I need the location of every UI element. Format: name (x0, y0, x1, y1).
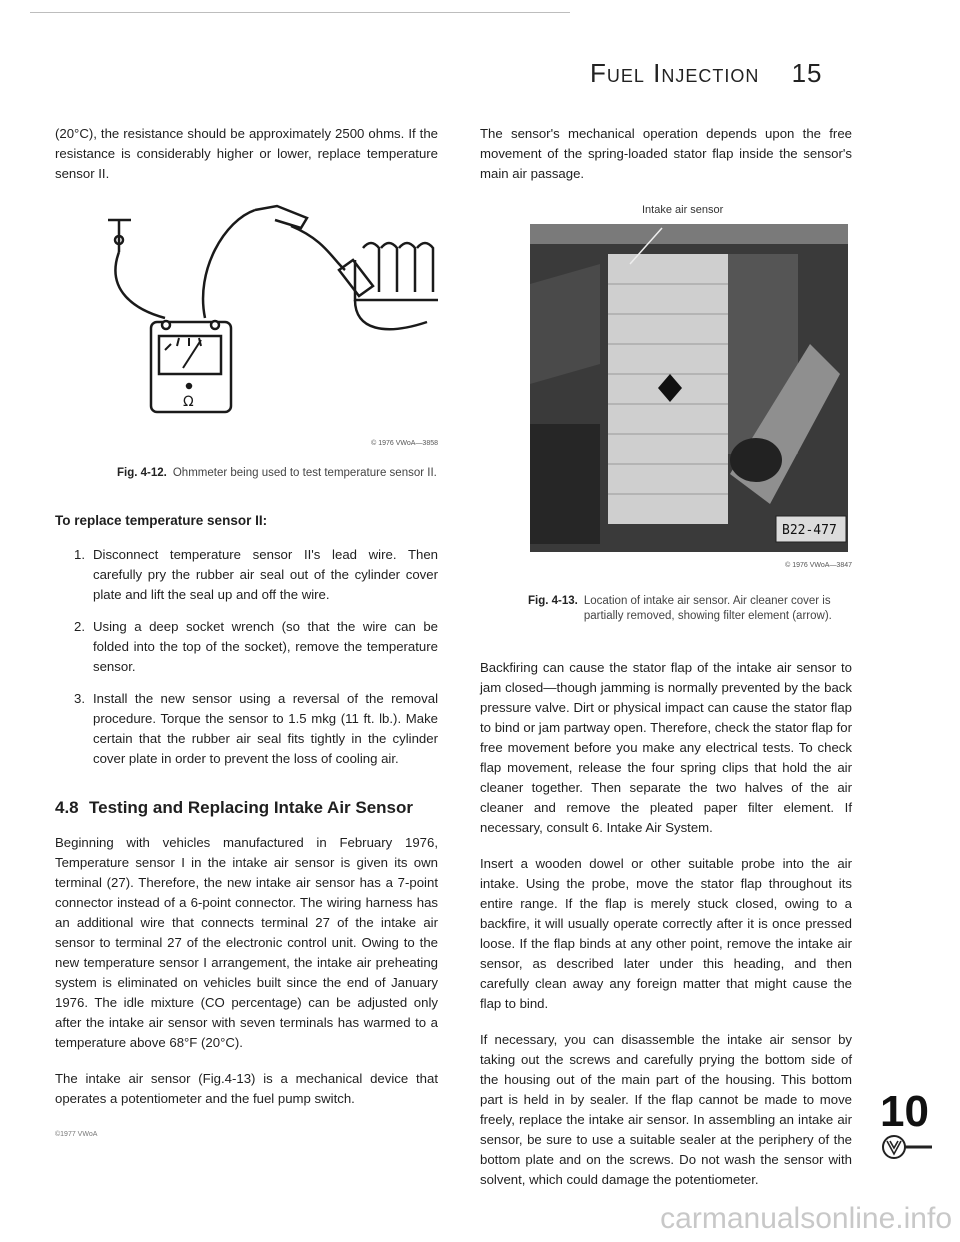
figure-4-13 (480, 200, 852, 624)
page-header (590, 58, 823, 89)
engine-photo (530, 224, 848, 552)
list-item (55, 617, 438, 677)
body-paragraph: If necessary, you can disassemble the intake air sensor by taking out the screws and carefully prying the bottom side of the housing out of the main part of the housing. This bottom part is held in by sealer. If the flap cannot be made to move freely, replace the intake air sensor. In assembling an intake air sensor, be sure to use a suitable sealer at the periphery of the bottom plate and on the screws. Do not wash the sensor with solvent, which could damage the potentiometer. (480, 1032, 852, 1187)
figure-caption (528, 594, 852, 624)
section-number: 4.8 (55, 798, 79, 817)
list-item (55, 689, 438, 769)
intro-paragraph: The sensor's mechanical operation depends upon the free movement of the spring-loaded stator flap inside the sensor's main air passage. (480, 126, 852, 181)
body-paragraph: The intake air sensor (Fig.4-13) is a mechanical device that operates a potentiometer and the fuel pump switch. (55, 1071, 438, 1106)
footer-credit: ©1977 VWoA (55, 1131, 98, 1138)
step-number: 2. (74, 619, 85, 634)
caption-text: Location of intake air sensor. Air cleaner cover is partially removed, showing filter element (arrow). (583, 595, 832, 622)
figure-credit: © 1976 VWoA—3847 (785, 562, 852, 569)
caption-text: Ohmmeter being used to test temperature sensor II. (172, 467, 437, 479)
section-title: Testing and Replacing Intake Air Sensor (89, 798, 414, 817)
list-item (55, 545, 438, 605)
body-paragraph: Beginning with vehicles manufactured in February 1976, Temperature sensor I in the intake air sensor is given its own terminal (27). Therefore, the new intake air sensor has a 7-point connector instead of a 6-point connector. The wiring harness has an additional wire that connects terminal 27 of the intake air sensor to terminal 27 of the electronic control unit. Owing to the new temperature sensor I arrangement, the intake air preheating system is eliminated on vehicles built since the end of January 1976. The idle mixture (CO percentage) can be adjusted only after the intake air sensor with seven terminals has warmed to a temperature above 68°F (20°C). (55, 835, 438, 1050)
step-number: 1. (74, 547, 85, 562)
scan-artifact-line (30, 12, 570, 13)
vw-logo-icon (880, 1134, 934, 1160)
step-number: 3. (74, 691, 85, 706)
chapter-title: Fuel Injection (590, 58, 760, 88)
chapter-tab (880, 1087, 940, 1165)
svg-text:Ω: Ω (183, 394, 194, 410)
body-paragraph: Insert a wooden dowel or other suitable probe into the air intake. Using the probe, move the stator flap throughout its entire range. If the flap is merely stuck closed, owing to a backfire, it will usually operate correctly after it is once pressed loose. If the flap binds at any other point, remove the intake air sensor, as described later under this heading, and then carefully clean away any foreign matter that might cause the flap to bind. (480, 856, 852, 1011)
body-paragraph: Backfiring can cause the stator flap of the intake air sensor to jam closed—though jamming is normally prevented by the back pressure valve. Dirt or physical impact can cause the stator flap to bind or jam partway open. Therefore, check the stator flap for free movement before you make any electrical tests. To check flap movement, release the four spring clips that hold the air cleaner together. Then separate the two halves of the air cleaner and remove the pleated paper filter element. If necessary, consult 6. Intake Air System. (480, 660, 852, 835)
caption-label: Fig. 4-13. (528, 595, 578, 607)
engine-photo-graphic (530, 224, 848, 552)
page-number: 15 (791, 58, 823, 88)
figure-4-12 (55, 200, 438, 481)
photo-stamp: B22-477 (782, 523, 837, 538)
right-column (480, 124, 852, 1206)
step-text: Disconnect temperature sensor II's lead wire. Then carefully pry the rubber air seal out of the cylinder cover plate and lift the seal up and off the wire. (93, 547, 438, 602)
procedure-heading: To replace temperature sensor II: (55, 513, 268, 528)
watermark: carmanualsonline.info (660, 1202, 952, 1235)
step-text: Install the new sensor using a reversal of the removal procedure. Torque the sensor to 1.5 mkg (11 ft. lb.). Make certain that the rubber air seal fits tightly in the cylinder cover plate in order to prevent the loss of cooling air. (93, 691, 438, 766)
photo-callout-label: Intake air sensor (642, 204, 724, 216)
figure-credit: © 1976 VWoA—3858 (371, 440, 438, 447)
caption-label: Fig. 4-12. (117, 467, 167, 479)
intro-paragraph: (20°C), the resistance should be approximately 2500 ohms. If the resistance is considerably higher or lower, replace temperature sensor II. (55, 126, 438, 181)
ohmmeter-illustration (55, 200, 438, 428)
section-heading (55, 797, 438, 819)
figure-caption (117, 466, 438, 481)
left-column (55, 124, 438, 1145)
chapter-tab-number: 10 (880, 1087, 929, 1136)
step-text: Using a deep socket wrench (so that the wire can be folded into the top of the socket), remove the temperature sensor. (93, 619, 438, 674)
procedure-steps (55, 545, 438, 769)
